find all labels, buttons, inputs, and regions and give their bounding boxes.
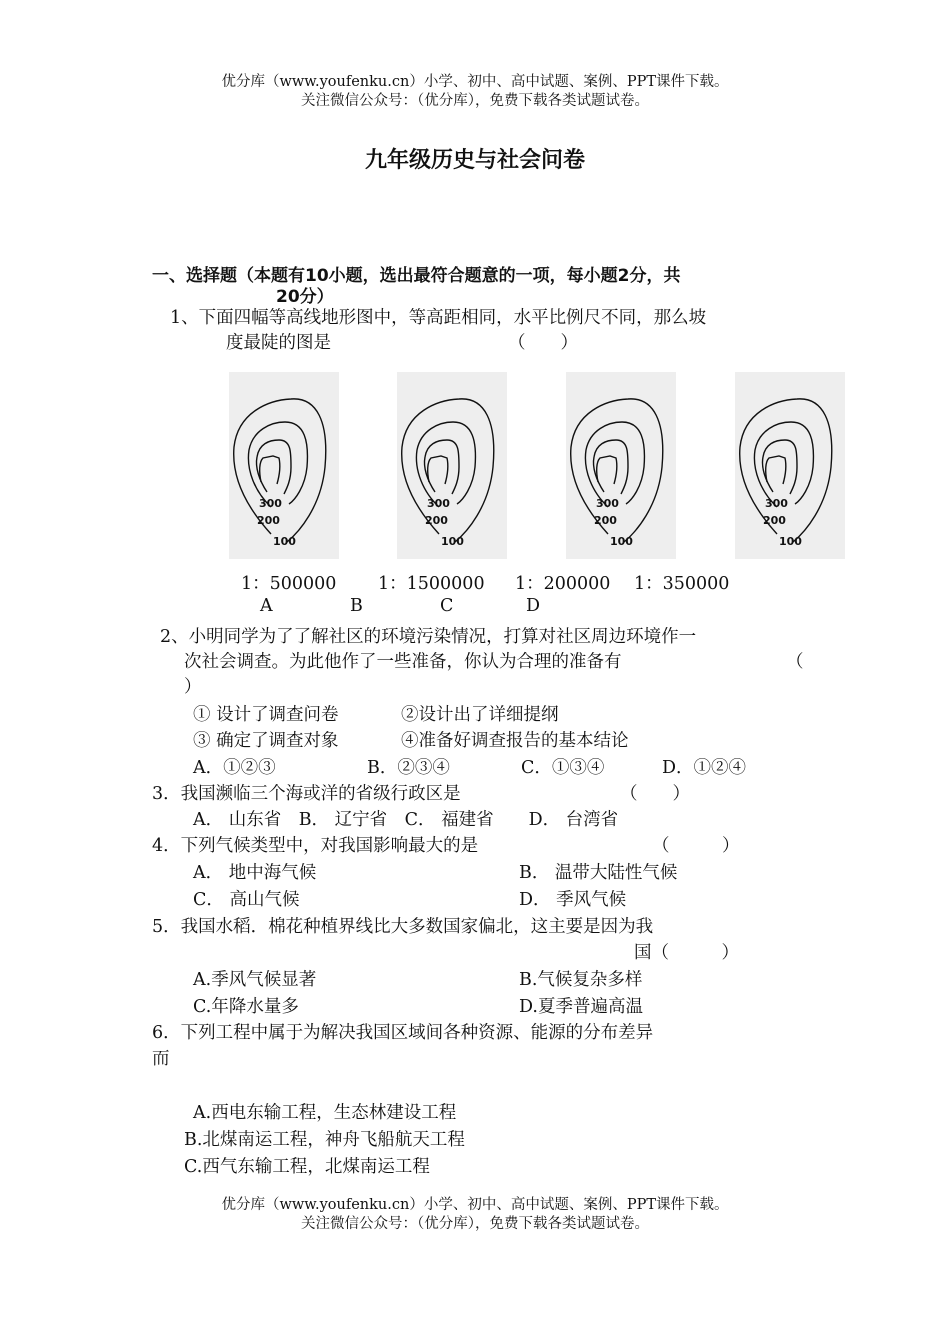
scale-b: 1：1500000 xyxy=(378,574,485,594)
contour-label-200: 200 xyxy=(425,514,448,527)
contour-label-300: 300 xyxy=(259,497,282,510)
contour-label-100: 100 xyxy=(273,535,296,548)
contour-map-d xyxy=(735,372,845,559)
question-2-bracket-close: ） xyxy=(184,677,202,697)
question-5-line-2: 国（ ） xyxy=(634,943,739,963)
question-4-option-d: D． 季风气候 xyxy=(519,890,627,910)
page-title: 九年级历史与社会问卷 xyxy=(364,148,585,173)
header-line-1: 优分库（www.youfenku.cn）小学、初中、高中试题、案例、PPT课件下载。 xyxy=(221,74,729,90)
contour-map-b xyxy=(397,372,507,559)
question-1-line-2: 度最陡的图是 xyxy=(226,333,331,353)
section-heading-cont: 20分） xyxy=(276,287,334,307)
question-5-option-c: C.年降水量多 xyxy=(193,997,299,1017)
question-6-line-1: 6．下列工程中属于为解决我国区域间各种资源、能源的分布差异 xyxy=(152,1023,654,1043)
header-line-2: 关注微信公众号：（优分库），免费下载各类试题试卷。 xyxy=(301,93,649,109)
question-1-answer-bracket: （ ） xyxy=(508,333,578,353)
question-2-item-3: ③ 确定了调查对象 xyxy=(193,731,339,751)
contour-label-200: 200 xyxy=(257,514,280,527)
question-5-line-1: 5．我国水稻．棉花种植界线比大多数国家偏北，这主要是因为我 xyxy=(152,917,654,937)
question-4-option-a: A． 地中海气候 xyxy=(193,863,317,883)
contour-label-200: 200 xyxy=(763,514,786,527)
question-6-option-c: C.西气东输工程，北煤南运工程 xyxy=(184,1157,430,1177)
contour-label-100: 100 xyxy=(610,535,633,548)
question-5-option-d: D.夏季普遍高温 xyxy=(519,997,643,1017)
question-5-option-a: A.季风气候显著 xyxy=(193,970,317,990)
contour-label-300: 300 xyxy=(596,497,619,510)
contour-label-100: 100 xyxy=(441,535,464,548)
scale-c: 1：200000 xyxy=(515,574,611,594)
question-2-bracket-open: （ xyxy=(786,652,804,672)
contour-label-300: 300 xyxy=(427,497,450,510)
option-letter-b: B xyxy=(350,596,363,616)
question-2-item-2: ②设计出了详细提纲 xyxy=(401,705,559,725)
question-2-option-c: C．①③④ xyxy=(521,758,605,778)
scale-d: 1：350000 xyxy=(634,574,730,594)
footer-line-2: 关注微信公众号：（优分库），免费下载各类试题试卷。 xyxy=(301,1216,649,1232)
contour-label-200: 200 xyxy=(594,514,617,527)
contour-label-100: 100 xyxy=(779,535,802,548)
question-4-text: 4．下列气候类型中，对我国影响最大的是 xyxy=(152,836,479,856)
question-2-line-1: 2、小明同学为了了解社区的环境污染情况，打算对社区周边环境作一 xyxy=(160,627,697,647)
option-letter-a: A xyxy=(260,596,273,616)
question-2-option-a: A．①②③ xyxy=(193,758,276,778)
contour-label-300: 300 xyxy=(765,497,788,510)
contour-map-c xyxy=(566,372,676,559)
question-6-option-b: B.北煤南运工程，神舟飞船航天工程 xyxy=(184,1130,465,1150)
question-6-line-2: 而 xyxy=(152,1049,170,1069)
option-letter-c: C xyxy=(440,596,454,616)
question-2-option-d: D．①②④ xyxy=(662,758,747,778)
question-6-option-a: A.西电东输工程，生态林建设工程 xyxy=(193,1103,457,1123)
question-3-options: A． 山东省 B． 辽宁省 C． 福建省 D． 台湾省 xyxy=(193,810,619,830)
question-3-text: 3．我国濒临三个海或洋的省级行政区是 xyxy=(152,784,461,804)
contour-map-a xyxy=(229,372,339,559)
question-4-option-b: B． 温带大陆性气候 xyxy=(519,863,678,883)
question-2-item-1: ① 设计了调查问卷 xyxy=(193,705,339,725)
option-letter-d: D xyxy=(526,596,541,616)
question-2-item-4: ④准备好调查报告的基本结论 xyxy=(401,731,629,751)
question-2-line-2: 次社会调查。为此他作了一些准备，你认为合理的准备有 xyxy=(184,652,622,672)
section-heading: 一、选择题（本题有10小题，选出最符合题意的一项，每小题2分，共 xyxy=(152,266,681,286)
scale-a: 1：500000 xyxy=(241,574,337,594)
question-5-option-b: B.气候复杂多样 xyxy=(519,970,643,990)
question-1-line-1: 1、下面四幅等高线地形图中，等高距相同，水平比例尺不同，那么坡 xyxy=(170,308,707,328)
question-3-bracket: （ ） xyxy=(620,784,690,804)
question-4-option-c: C． 高山气候 xyxy=(193,890,300,910)
question-4-bracket: （ ） xyxy=(652,836,740,856)
footer-line-1: 优分库（www.youfenku.cn）小学、初中、高中试题、案例、PPT课件下载。 xyxy=(221,1197,729,1213)
question-2-option-b: B．②③④ xyxy=(367,758,450,778)
